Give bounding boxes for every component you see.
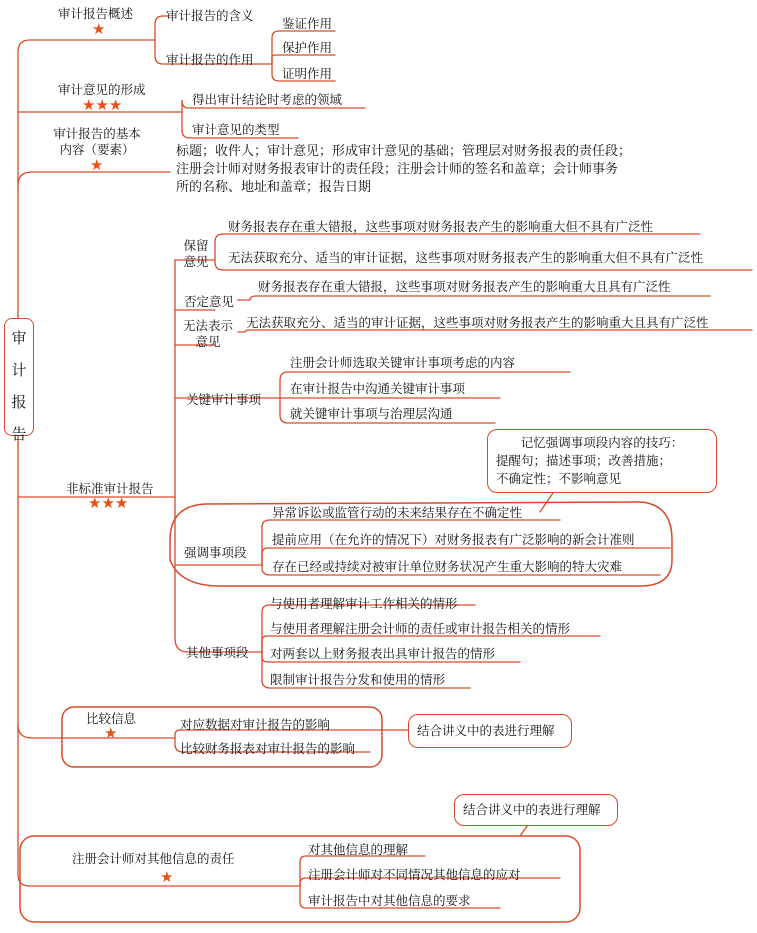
- kam-item: 注册会计师选取关键审计事项考虑的内容: [290, 355, 516, 370]
- comparative-item: 比较财务报表对审计报告的影响: [180, 741, 356, 756]
- otherinfo-note-bubble: [454, 794, 618, 826]
- disclaimer-label-line2: 意见: [195, 334, 221, 349]
- formation-item: 审计意见的类型: [192, 122, 280, 137]
- adverse-item: 财务报表存在重大错报，这些事项对财务报表产生的影响重大且具有广泛性: [258, 279, 671, 294]
- comparative-title: 比较信息: [86, 711, 137, 726]
- root-char: 报: [11, 393, 27, 411]
- nonstandard-stars: ★★★: [88, 494, 129, 512]
- basic-content-line: 所的名称、地址和盖章；报告日期: [176, 180, 372, 195]
- other-matter-item: 限制审计报告分发和使用的情形: [270, 672, 446, 687]
- otherinfo-item: 注册会计师对不同情况其他信息的应对: [308, 867, 521, 882]
- emphasis-tip-line: 不确定性；不影响意见: [496, 471, 622, 486]
- emphasis-tip-bubble: [487, 429, 717, 493]
- basic-title: [42, 126, 152, 158]
- kam-item: 在审计报告中沟通关键审计事项: [290, 381, 466, 396]
- role-item: 保护作用: [282, 40, 333, 55]
- kam-item: 就关键审计事项与治理层沟通: [290, 406, 453, 421]
- qualified-item: 无法获取充分、适当的审计证据，这些事项对财务报表产生的影响重大但不具有广泛性: [228, 250, 704, 265]
- basic-stars: ★: [90, 156, 104, 174]
- root-char: 计: [11, 361, 27, 379]
- disclaimer-label-line1: 无法表示: [182, 318, 233, 333]
- overview-stars: ★: [92, 20, 106, 38]
- emphasis-tip-line: 提醒句；描述事项；改善措施；: [496, 453, 672, 468]
- comparative-item: 对应数据对审计报告的影响: [180, 717, 331, 732]
- formation-stars: ★★★: [82, 96, 123, 114]
- comparative-note-bubble: [408, 714, 572, 748]
- formation-title: 审计意见的形成: [58, 82, 146, 97]
- qualified-label-line2: 意见: [183, 254, 209, 269]
- emphasis-item: 提前应用（在允许的情况下）对财务报表有广泛影响的新会计准则: [272, 532, 635, 547]
- disclaimer-label: [178, 318, 238, 350]
- other-matter-item: 与使用者理解审计工作相关的情形: [270, 596, 458, 611]
- root-node-audit-report: [4, 318, 34, 443]
- nonstandard-title: 非标准审计报告: [66, 481, 154, 496]
- emphasis-tip-line: 记忆强调事项段内容的技巧：: [520, 435, 684, 450]
- other-matter-item: 对两套以上财务报表出具审计报告的情形: [270, 646, 496, 661]
- basic-title-line1: 审计报告的基本: [53, 126, 141, 141]
- qualified-item: 财务报表存在重大错报，这些事项对财务报表产生的影响重大但不具有广泛性: [228, 219, 654, 234]
- disclaimer-item: 无法获取充分、适当的审计证据，这些事项对财务报表产生的影响重大且具有广泛性: [246, 315, 709, 330]
- otherinfo-item: 审计报告中对其他信息的要求: [308, 893, 471, 908]
- otherinfo-stars: ★: [160, 868, 174, 886]
- otherinfo-note: 结合讲义中的表进行理解: [463, 802, 601, 817]
- root-char: 告: [11, 425, 27, 443]
- otherinfo-item: 对其他信息的理解: [308, 842, 409, 857]
- qualified-label-line1: 保留: [183, 238, 209, 253]
- root-char: 审: [11, 329, 27, 347]
- overview-title: 审计报告概述: [58, 6, 134, 21]
- formation-item: 得出审计结论时考虑的领域: [192, 92, 343, 107]
- emphasis-label: 强调事项段: [184, 545, 247, 560]
- otherinfo-title: 注册会计师对其他信息的责任: [72, 851, 235, 866]
- basic-content-line: 标题；收件人；审计意见；形成审计意见的基础；管理层对财务报表的责任段；: [176, 144, 632, 159]
- basic-content-line: 注册会计师对财务报表审计的责任段；注册会计师的签名和盖章；会计师事务: [176, 162, 619, 177]
- role-item: 证明作用: [282, 66, 333, 81]
- emphasis-item: 异常诉讼或监管行动的未来结果存在不确定性: [272, 505, 523, 520]
- qualified-label: [180, 238, 212, 270]
- emphasis-item: 存在已经或持续对被审计单位财务状况产生重大影响的特大灾难: [272, 559, 623, 574]
- overview-role: 审计报告的作用: [166, 52, 254, 67]
- role-item: 鉴证作用: [282, 16, 333, 31]
- adverse-label: 否定意见: [184, 294, 235, 309]
- comparative-note: 结合讲义中的表进行理解: [417, 723, 555, 738]
- kam-label: 关键审计事项: [186, 392, 262, 407]
- basic-title-line2: 内容（要素）: [59, 142, 135, 157]
- overview-meaning: 审计报告的含义: [166, 8, 254, 23]
- other-matter-label: 其他事项段: [186, 645, 249, 660]
- comparative-stars: ★: [104, 724, 118, 742]
- other-matter-item: 与使用者理解注册会计师的责任或审计报告相关的情形: [270, 621, 571, 636]
